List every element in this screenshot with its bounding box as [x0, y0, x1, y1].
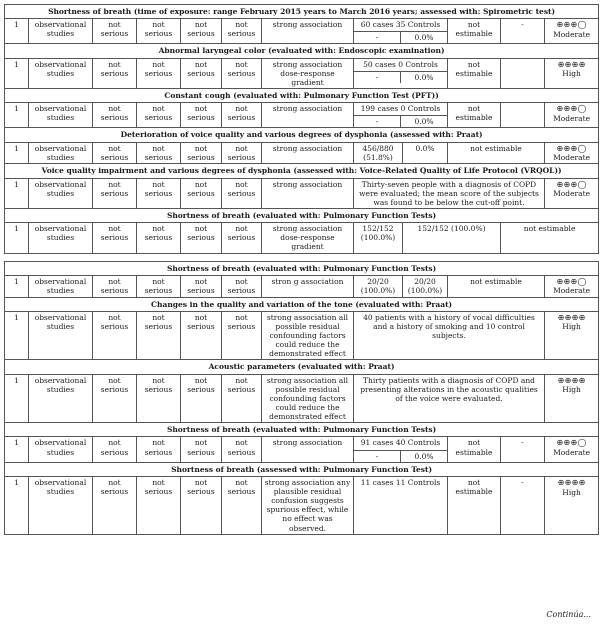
- certainty-symbol: ⊕⊕⊕⊕: [557, 375, 586, 385]
- outcome-heading: Shortness of breath (evaluated with: Pulmonary Function Tests): [5, 261, 599, 275]
- studies-count: 1: [5, 275, 29, 297]
- imprecision: not serious: [222, 142, 262, 164]
- studies-count: 1: [5, 437, 29, 462]
- grade-evidence-table-1: [4, 4, 599, 254]
- absolute-effect: -: [501, 437, 545, 462]
- outcome-row: [5, 142, 599, 164]
- effect-bottom-right: 0.0%: [400, 451, 447, 462]
- outcome-heading-row: [5, 261, 599, 275]
- effect-top: 91 cases 40 Controls: [360, 438, 441, 448]
- effect-top: 199 cases 0 Controls: [360, 104, 441, 114]
- grade-evidence-table-2: [4, 261, 599, 535]
- study-design: observational studies: [29, 223, 93, 253]
- imprecision: not serious: [222, 19, 262, 44]
- indirectness: not serious: [181, 19, 222, 44]
- relative-effect: not estimable: [448, 58, 501, 88]
- outcome-heading-row: [5, 5, 599, 19]
- relative-effect: not estimable: [501, 223, 599, 253]
- outcome-heading: Acoustic parameters (evaluated with: Praat): [5, 360, 599, 374]
- certainty-cell: [545, 476, 599, 534]
- outcome-heading: Voice quality impairment and various degrees of dysphonia (assessed with: Voice-Related Quality of Life Protocol (VRQOL)): [5, 164, 599, 178]
- certainty-cell: [545, 103, 599, 128]
- outcome-row: [5, 476, 599, 534]
- indirectness: not serious: [181, 178, 222, 208]
- imprecision: not serious: [222, 178, 262, 208]
- effect-split: [354, 31, 447, 43]
- effect-b: 152/152 (100.0%): [403, 223, 501, 253]
- effect-cell: [354, 58, 448, 88]
- studies-count: 1: [5, 142, 29, 164]
- inconsistency: not serious: [137, 142, 181, 164]
- study-design: observational studies: [29, 476, 93, 534]
- indirectness: not serious: [181, 58, 222, 88]
- certainty-symbol: ⊕⊕⊕◯: [556, 143, 587, 153]
- certainty-label: Moderate: [553, 189, 591, 199]
- studies-count: 1: [5, 476, 29, 534]
- relative-effect: not estimable: [448, 437, 501, 462]
- certainty-cell: [545, 374, 599, 423]
- risk-of-bias: not serious: [93, 311, 137, 360]
- absolute-effect: -: [501, 19, 545, 44]
- risk-of-bias: not serious: [93, 374, 137, 423]
- effect-split: [354, 115, 447, 127]
- outcome-heading-row: [5, 360, 599, 374]
- indirectness: not serious: [181, 437, 222, 462]
- imprecision: not serious: [222, 476, 262, 534]
- other-considerations: strong association: [262, 437, 354, 462]
- certainty-symbol: ⊕⊕⊕◯: [556, 276, 587, 286]
- absolute-effect: [501, 58, 545, 88]
- outcome-row: [5, 103, 599, 128]
- other-considerations: strong association: [262, 178, 354, 208]
- inconsistency: not serious: [137, 103, 181, 128]
- inconsistency: not serious: [137, 19, 181, 44]
- relative-effect: not estimable: [448, 275, 545, 297]
- inconsistency: not serious: [137, 476, 181, 534]
- effect-cell: [354, 19, 448, 44]
- certainty-cell: [545, 311, 599, 360]
- outcome-row: [5, 178, 599, 208]
- outcome-heading: Shortness of breath (time of exposure: range February 2015 years to March 2016 years; assessed with: Spirometric test): [5, 5, 599, 19]
- studies-count: 1: [5, 374, 29, 423]
- risk-of-bias: not serious: [93, 58, 137, 88]
- indirectness: not serious: [181, 374, 222, 423]
- outcome-heading-row: [5, 209, 599, 223]
- studies-count: 1: [5, 19, 29, 44]
- outcome-heading: Abnormal laryngeal color (evaluated with: Endoscopic examination): [5, 44, 599, 58]
- outcome-heading-row: [5, 164, 599, 178]
- effect-text: 40 patients with a history of vocal difficulties and a history of smoking and 10 control subjects.: [354, 311, 545, 360]
- other-considerations: strong association any plausible residual confusion suggests spurious effect, while no effect was observed.: [262, 476, 354, 534]
- effect-bottom-right: 0.0%: [400, 32, 447, 43]
- indirectness: not serious: [181, 103, 222, 128]
- effect-bottom-left: -: [375, 33, 379, 43]
- imprecision: not serious: [222, 437, 262, 462]
- study-design: observational studies: [29, 437, 93, 462]
- certainty-label: Moderate: [553, 29, 591, 39]
- outcome-heading-row: [5, 423, 599, 437]
- indirectness: not serious: [181, 476, 222, 534]
- imprecision: not serious: [222, 58, 262, 88]
- outcome-heading-row: [5, 88, 599, 102]
- studies-count: 1: [5, 178, 29, 208]
- indirectness: not serious: [181, 142, 222, 164]
- certainty-label: Moderate: [553, 153, 591, 163]
- effect-bottom-right: 0.0%: [400, 116, 447, 127]
- effect-a: 456/880 (51.8%): [354, 142, 403, 164]
- certainty-cell: [545, 19, 599, 44]
- inconsistency: not serious: [137, 437, 181, 462]
- certainty-label: Moderate: [553, 113, 591, 123]
- certainty-symbol: ⊕⊕⊕◯: [556, 179, 587, 189]
- outcome-row: [5, 437, 599, 462]
- outcome-row: [5, 275, 599, 297]
- indirectness: not serious: [181, 275, 222, 297]
- effect-b: 0.0%: [403, 142, 448, 164]
- study-design: observational studies: [29, 58, 93, 88]
- outcome-row: [5, 19, 599, 44]
- risk-of-bias: not serious: [93, 275, 137, 297]
- document-page: [4, 4, 598, 535]
- relative-effect: not estimable: [448, 103, 501, 128]
- continues-label: Continúa...: [546, 610, 591, 619]
- outcome-row: [5, 311, 599, 360]
- certainty-symbol: ⊕⊕⊕⊕: [557, 312, 586, 322]
- outcome-heading: Constant cough (evaluated with: Pulmonary Function Test (PFT)): [5, 88, 599, 102]
- certainty-symbol: ⊕⊕⊕◯: [556, 20, 587, 30]
- certainty-label: High: [562, 322, 581, 332]
- relative-effect: not estimable: [448, 142, 545, 164]
- outcome-heading-row: [5, 128, 599, 142]
- studies-count: 1: [5, 58, 29, 88]
- effect-text: Thirty patients with a diagnosis of COPD and presenting alterations in the acoustic qualities of the voice were evaluated.: [354, 374, 545, 423]
- risk-of-bias: not serious: [93, 223, 137, 253]
- effect-split: [354, 71, 447, 83]
- effect-cell: [354, 437, 448, 462]
- studies-count: 1: [5, 311, 29, 360]
- outcome-heading: Shortness of breath (evaluated with: Pulmonary Function Tests): [5, 423, 599, 437]
- certainty-symbol: ⊕⊕⊕◯: [556, 104, 587, 114]
- effect-bottom-left: -: [375, 117, 379, 127]
- relative-effect: not estimable: [448, 19, 501, 44]
- outcome-row: [5, 58, 599, 88]
- imprecision: not serious: [222, 275, 262, 297]
- inconsistency: not serious: [137, 58, 181, 88]
- effect-bottom-left: -: [375, 451, 379, 461]
- inconsistency: not serious: [137, 178, 181, 208]
- certainty-symbol: ⊕⊕⊕⊕: [557, 477, 586, 487]
- certainty-cell: [545, 58, 599, 88]
- study-design: observational studies: [29, 178, 93, 208]
- other-considerations: stron g association: [262, 275, 354, 297]
- imprecision: not serious: [222, 223, 262, 253]
- other-considerations: strong association: [262, 142, 354, 164]
- certainty-label: High: [562, 487, 581, 497]
- inconsistency: not serious: [137, 275, 181, 297]
- risk-of-bias: not serious: [93, 103, 137, 128]
- certainty-cell: [545, 275, 599, 297]
- indirectness: not serious: [181, 311, 222, 360]
- absolute-effect: -: [501, 476, 545, 534]
- table-gap: [4, 254, 598, 261]
- imprecision: not serious: [222, 103, 262, 128]
- effect-top: 50 cases 0 Controls: [363, 59, 438, 69]
- effect-cell: [354, 103, 448, 128]
- certainty-symbol: ⊕⊕⊕◯: [556, 438, 587, 448]
- outcome-heading: Shortness of breath (assessed with: Pulmonary Function Test): [5, 462, 599, 476]
- effect-top: 60 cases 35 Controls: [360, 20, 441, 30]
- absolute-effect: [501, 103, 545, 128]
- other-considerations: strong association all possible residual confounding factors could reduce the demonstrated effect: [262, 374, 354, 423]
- risk-of-bias: not serious: [93, 476, 137, 534]
- certainty-cell: [545, 178, 599, 208]
- risk-of-bias: not serious: [93, 437, 137, 462]
- effect-b: 20/20 (100.0%): [403, 275, 448, 297]
- effect-a: 152/152 (100.0%): [354, 223, 403, 253]
- inconsistency: not serious: [137, 311, 181, 360]
- risk-of-bias: not serious: [93, 19, 137, 44]
- study-design: observational studies: [29, 103, 93, 128]
- effect-text: Thirty-seven people with a diagnosis of COPD were evaluated; the mean score of the subjects was found to be below the cut-off point.: [354, 178, 545, 208]
- other-considerations: strong association all possible residual confounding factors could reduce the demonstrated effect: [262, 311, 354, 360]
- inconsistency: not serious: [137, 223, 181, 253]
- outcome-row: [5, 223, 599, 253]
- certainty-symbol: ⊕⊕⊕⊕: [557, 59, 586, 69]
- effect-bottom-left: -: [375, 72, 379, 82]
- outcome-heading-row: [5, 44, 599, 58]
- studies-count: 1: [5, 223, 29, 253]
- studies-count: 1: [5, 103, 29, 128]
- other-considerations: strong association: [262, 19, 354, 44]
- other-considerations: strong association dose-response gradient: [262, 58, 354, 88]
- study-design: observational studies: [29, 275, 93, 297]
- risk-of-bias: not serious: [93, 142, 137, 164]
- inconsistency: not serious: [137, 374, 181, 423]
- effect-a: 20/20 (100.0%): [354, 275, 403, 297]
- effect-top: 11 cases 11 Controls: [354, 476, 448, 534]
- other-considerations: strong association dose-response gradient: [262, 223, 354, 253]
- study-design: observational studies: [29, 311, 93, 360]
- outcome-heading-row: [5, 462, 599, 476]
- imprecision: not serious: [222, 374, 262, 423]
- certainty-label: High: [562, 385, 581, 395]
- outcome-row: [5, 374, 599, 423]
- outcome-heading-row: [5, 297, 599, 311]
- certainty-label: Moderate: [553, 286, 591, 296]
- outcome-heading: Deterioration of voice quality and various degrees of dysphonia (assessed with: Praat): [5, 128, 599, 142]
- risk-of-bias: not serious: [93, 178, 137, 208]
- imprecision: not serious: [222, 311, 262, 360]
- certainty-label: Moderate: [553, 448, 591, 458]
- study-design: observational studies: [29, 374, 93, 423]
- study-design: observational studies: [29, 19, 93, 44]
- effect-split: [354, 450, 447, 462]
- relative-effect: not estimable: [448, 476, 501, 534]
- study-design: observational studies: [29, 142, 93, 164]
- certainty-cell: [545, 142, 599, 164]
- other-considerations: strong association: [262, 103, 354, 128]
- certainty-label: High: [562, 69, 581, 79]
- certainty-cell: [545, 437, 599, 462]
- outcome-heading: Changes in the quality and variation of the tone (evaluated with: Praat): [5, 297, 599, 311]
- indirectness: not serious: [181, 223, 222, 253]
- effect-bottom-right: 0.0%: [400, 72, 447, 83]
- outcome-heading: Shortness of breath (evaluated with: Pulmonary Function Tests): [5, 209, 599, 223]
